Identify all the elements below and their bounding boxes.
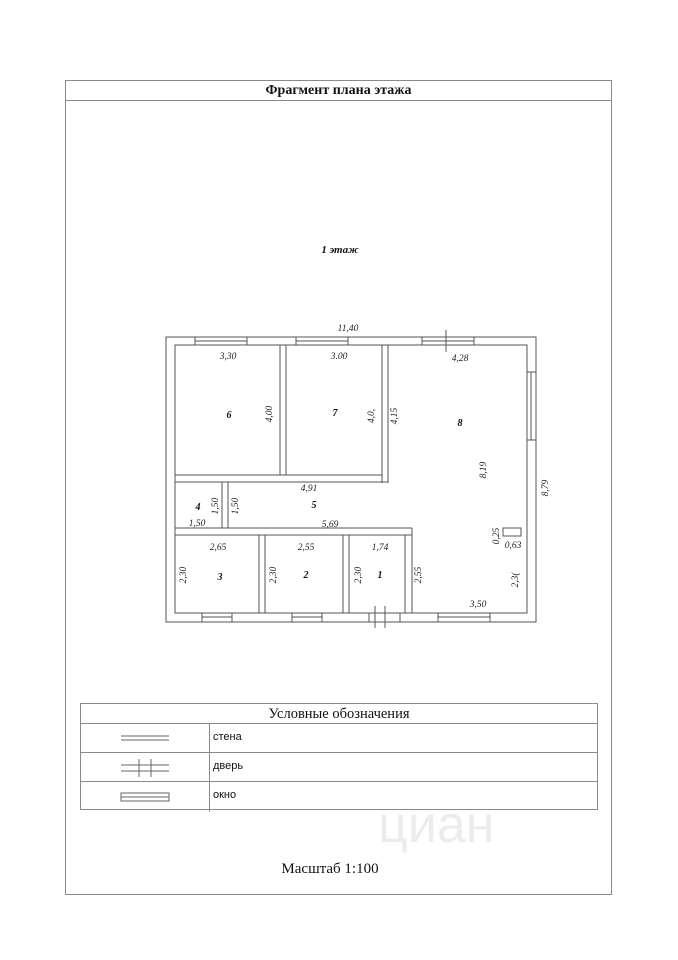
dim-room8-lower-height: 2,3(	[511, 572, 521, 588]
dim-room1-width: 1,74	[371, 543, 389, 553]
dim-room2-width: 2,55	[297, 543, 315, 553]
legend-row-door	[81, 753, 597, 782]
dim-room8-height: 8,19	[479, 461, 489, 479]
legend-label: окно	[213, 789, 237, 801]
room-number: 5	[311, 500, 317, 511]
dim-room3-height: 2,30	[179, 566, 189, 584]
inner-wall	[175, 345, 527, 613]
dim-step-w: 0,63	[504, 541, 522, 551]
dim-total-width: 11,40	[337, 324, 359, 334]
dim-total-height: 8,79	[541, 479, 551, 497]
dim-room8-left-height: 4,15	[390, 407, 400, 425]
room-number: 8	[457, 418, 463, 429]
dim-room3-width: 2,65	[209, 543, 227, 553]
dim-room4-inner-height: 1,50	[231, 497, 241, 515]
room-number: 7	[332, 408, 338, 419]
scale-label: Масштаб 1:100	[281, 861, 379, 877]
dim-room1-height: 2,30	[354, 566, 364, 584]
dim-room6-height: 4,00	[265, 405, 275, 423]
room-number: 4	[195, 502, 201, 513]
door-symbol	[81, 753, 210, 781]
room-number: 3	[217, 572, 223, 583]
legend-label: стена	[213, 731, 242, 743]
dim-room7-height: 4,0,	[367, 408, 377, 424]
room-number: 1	[377, 570, 383, 581]
legend-row-wall	[81, 724, 597, 753]
svg-text:циан: циан	[378, 796, 495, 854]
dim-room2-height: 2,30	[269, 566, 279, 584]
dim-room6-width: 3,30	[219, 352, 237, 362]
dim-hall-height: 2,55	[414, 566, 424, 584]
dim-corridor-length: 4,91	[300, 484, 318, 494]
watermark-logo	[378, 780, 608, 860]
step-ledge	[503, 528, 521, 536]
window-symbol	[81, 782, 210, 812]
dim-step-h: 0,25	[492, 527, 502, 545]
dim-room7-width: 3.00	[330, 352, 348, 362]
dim-room8-bottom-width: 3,50	[469, 600, 487, 610]
dim-room8-width: 4,28	[451, 354, 469, 364]
room-number: 2	[303, 570, 309, 581]
dim-room4-width: 1,50	[188, 519, 206, 529]
room-number: 6	[226, 410, 232, 421]
wall-symbol	[81, 724, 210, 752]
legend-label: дверь	[213, 760, 244, 772]
dim-room4-height: 1,50	[211, 497, 221, 515]
floor-label: 1 этаж	[321, 244, 359, 256]
page-title: Фрагмент плана этажа	[65, 80, 612, 101]
legend-title: Условные обозначения	[81, 704, 597, 724]
dim-corridor-lower: 5,69	[321, 520, 339, 530]
